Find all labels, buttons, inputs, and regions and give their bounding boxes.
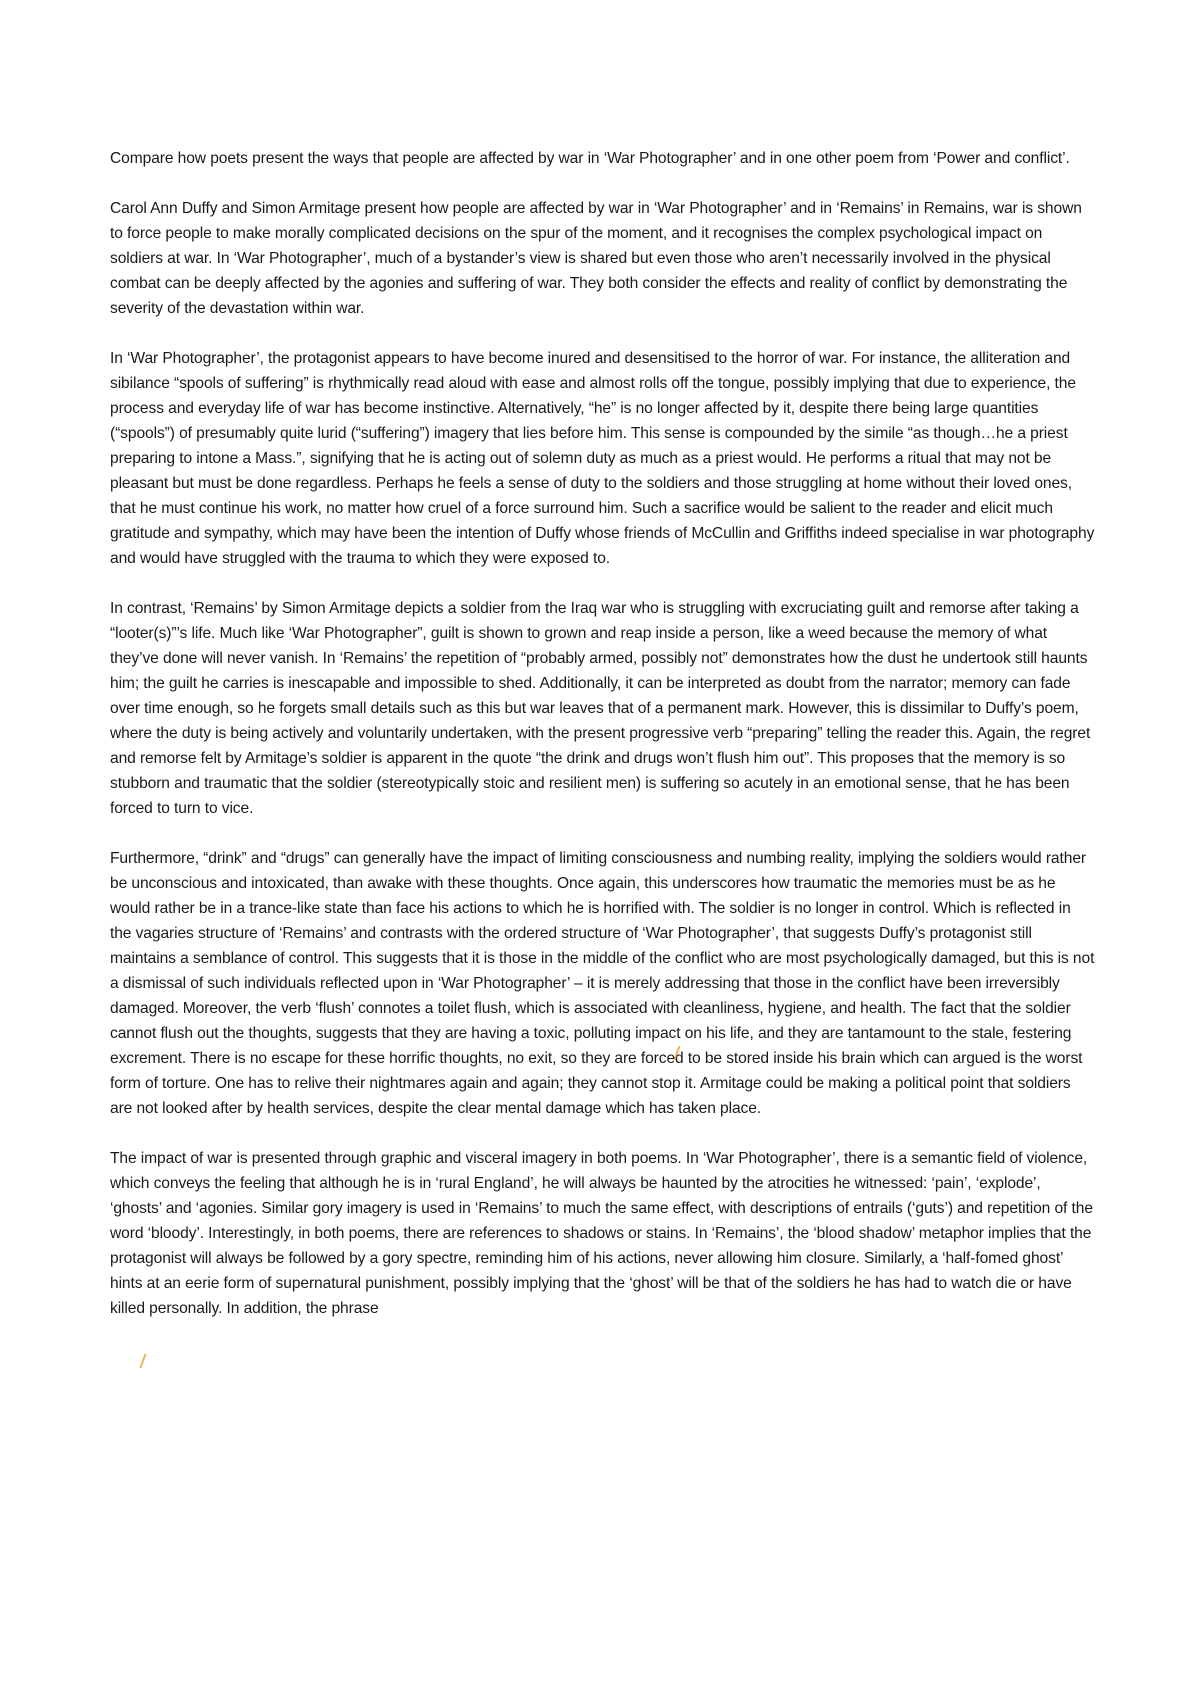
essay-paragraph-imagery: The impact of war is presented through graphic and visceral imagery in both poems. In ‘War Photographer’, there is a semantic field of violence, which conveys the feeling that although he is in ‘rural England’, he will always be haunted by the atrocities he witnessed: ‘pain’, ‘explode’, ‘ghosts’ and ‘agonies. Similar gory imagery is used in ‘Remains’ to much the same effect, with descriptions of entrails (‘guts’) and repetition of the word ‘bloody’. Interestingly, in both poems, there are references to shadows or stains. In ‘Remains’, the ‘blood shadow’ metaphor implies that the protagonist will always be followed by a gory spectre, reminding him of his actions, never allowing him closure. Similarly, a ‘half-fomed ghost’ hints at an eerie form of supernatural punishment, possibly implying that the ‘ghost’ will be that of the soldiers he has had to watch die or have killed personally. In addition, the phrase <box>110 1150 1093 1317</box>
essay-page <box>110 146 1095 1346</box>
essay-paragraph-war-photographer: In ‘War Photographer’, the protagonist appears to have become inured and desensitised to the horror of war. For instance, the alliteration and sibilance “spools of suffering” is rhythmically read aloud with ease and almost rolls off the tongue, possibly implying that due to experience, the process and everyday life of war has become instinctive. Alternatively, “he” is no longer affected by it, despite there being large quantities (“spools”) of presumably quite lurid (“suffering”) imagery that lies before him. This sense is compounded by the simile “as though…he a priest preparing to intone a Mass.”, signifying that he is acting out of solemn duty as much as a priest would. He performs a ritual that may not be pleasant but must be done regardless. Perhaps he feels a sense of duty to the soldiers and those struggling at home without their loved ones, that he must continue his work, no matter how cruel of a force surround him. Such a sacrifice would be salient to the reader and elicit much gratitude and sympathy, which may have been the intention of Duffy whose friends of McCullin and Griffiths indeed specialise in war photography and would have struggled with the trauma to which they were exposed to. <box>110 350 1095 567</box>
essay-paragraph-furthermore: Furthermore, “drink” and “drugs” can generally have the impact of limiting consciousness and numbing reality, implying the soldiers would rather be unconscious and intoxicated, than awake with these thoughts. Once again, this underscores how traumatic the memories must be as he would rather be in a trance-like state than face his actions to which he is horrified with. The soldier is no longer in control. Which is reflected in the vagaries structure of ‘Remains’ and contrasts with the ordered structure of ‘War Photographer’, that suggests Duffy’s protagonist still maintains a semblance of control. This suggests that it is those in the middle of the conflict who are most psychologically damaged, but this is not a dismissal of such individuals reflected upon in ‘War Photographer’ – it is merely addressing that those in the conflict have been irreversibly damaged. Moreover, the verb ‘flush’ connotes a toilet flush, which is associated with cleanliness, hygiene, and health. The fact that the soldier cannot flush out the thoughts, suggests that they are having a toxic, polluting impact on his life, and they are tantamount to the stale, festering excrement. There is no escape for these horrific thoughts, no exit, so they are forced to be stored inside his brain which can argued is the worst form of torture. One has to relive their nightmares again and again; they cannot stop it. Armitage could be making a political point that soldiers are not looked after by health services, despite the clear mental damage which has taken place. <box>110 850 1095 1117</box>
essay-paragraph-remains: In contrast, ‘Remains’ by Simon Armitage depicts a soldier from the Iraq war who is struggling with excruciating guilt and remorse after taking a “looter(s)”’s life. Much like ‘War Photographer”, guilt is shown to grown and reap inside a person, like a weed because the memory of what they’ve done will never vanish. In ‘Remains’ the repetition of “probably armed, possibly not” demonstrates how the dust he undertook still haunts him; the guilt he carries is inescapable and impossible to shed. Additionally, it can be interpreted as doubt from the narrator; memory can fade over time enough, so he forgets small details such as this but war leaves that of a permanent mark. However, this is dissimilar to Duffy’s poem, where the duty is being actively and voluntarily undertaken, with the present progressive verb “preparing” telling the reader this. Again, the regret and remorse felt by Armitage’s soldier is apparent in the quote “the drink and drugs won’t flush him out”. This proposes that the memory is so stubborn and traumatic that the soldier (stereotypically stoic and resilient men) is suffering so acutely in an emotional sense, that he has been forced to turn to vice. <box>110 600 1091 817</box>
annotation-mark <box>139 1354 152 1368</box>
essay-paragraph-intro: Carol Ann Duffy and Simon Armitage present how people are affected by war in ‘War Photographer’ and in ‘Remains’ in Remains, war is shown to force people to make morally complicated decisions on the spur of the moment, and it recognises the complex psychological impact on soldiers at war. In ‘War Photographer’, much of a bystander’s view is shared but even those who aren’t necessarily involved in the physical combat can be deeply affected by the agonies and suffering of war. They both consider the effects and reality of conflict by demonstrating the severity of the devastation within war. <box>110 200 1082 317</box>
essay-question: Compare how poets present the ways that people are affected by war in ‘War Photographer’ and in one other poem from ‘Power and conflict’. <box>110 150 1070 167</box>
